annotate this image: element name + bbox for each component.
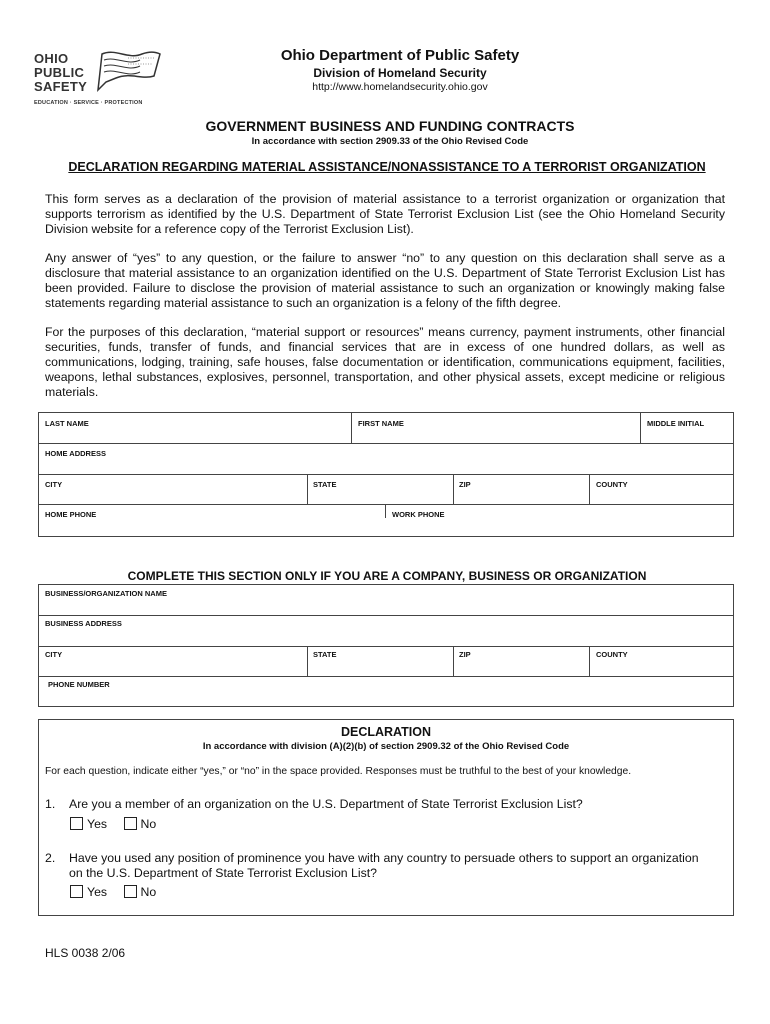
- question-1-yes-label: Yes: [87, 816, 108, 831]
- form-subtitle: In accordance with section 2909.33 of the Ohio Revised Code: [251, 136, 529, 147]
- disclosure-paragraph: Any answer of “yes” to any question, or the failure to answer “no” to any question on this declaration shall serve as a disclosure that material assistance to an organization identified on the U.S. Department of State Terrorist Exclusion List has been provided. Failure to disclose the provision of material assistance to such an organization or knowingly making false statements regarding material assistance to such an organization is a felony of the fifth degree.: [45, 251, 725, 310]
- business-zip-field[interactable]: ZIP: [459, 650, 471, 659]
- question-2-text-line-2: on the U.S. Department of State Terrorist Exclusion List?: [69, 866, 378, 880]
- declaration-instructions: For each question, indicate either “yes,” or “no” in the space provided. Responses must be truthful to the best of your knowledge.: [45, 766, 632, 777]
- definition-paragraph: For the purposes of this declaration, “material support or resources” means currency, payment instruments, other financial securities, funds, transfer of funds, and financial services that are in excess of one hundred dollars, as well as communications, lodging, training, safe houses, false documentation or identification, communications equipment, facilities, weapons, lethal substances, explosives, personnel, transportation, and other physical assets, except medicine or religious materials.: [45, 325, 725, 399]
- home-phone-field[interactable]: HOME PHONE: [45, 510, 97, 519]
- intro-paragraph: This form serves as a declaration of the provision of material assistance to a terrorist organization or organization that supports terrorism as identified by the U.S. Department of State Terrorist Exclusion List (see the Ohio Homeland Security Division website for a reference copy of the Terrorist Exclusion List).: [45, 192, 725, 236]
- agency-url[interactable]: http://www.homelandsecurity.ohio.gov: [312, 81, 488, 93]
- logo-text-ohio: OHIO: [34, 51, 69, 66]
- personal-info-form: [38, 412, 734, 537]
- flag-icon: [94, 46, 164, 96]
- question-1-no-checkbox[interactable]: [124, 817, 137, 830]
- declaration-box: [38, 719, 734, 916]
- declaration-box-title: DECLARATION: [340, 725, 432, 739]
- business-info-form: [38, 584, 734, 707]
- county-field[interactable]: COUNTY: [596, 480, 628, 489]
- form-number: HLS 0038 2/06: [45, 946, 126, 960]
- division-name: Division of Homeland Security: [313, 66, 487, 80]
- question-1-answers: [70, 815, 168, 833]
- business-section-heading: COMPLETE THIS SECTION ONLY IF YOU ARE A COMPANY, BUSINESS OR ORGANIZATION: [127, 569, 647, 583]
- last-name-field[interactable]: LAST NAME: [45, 419, 89, 428]
- state-field[interactable]: STATE: [313, 480, 337, 489]
- zip-field[interactable]: ZIP: [459, 480, 471, 489]
- logo-text-public: PUBLIC: [34, 65, 85, 80]
- business-phone-field[interactable]: PHONE NUMBER: [48, 680, 110, 689]
- declaration-heading: DECLARATION REGARDING MATERIAL ASSISTANCE/NONASSISTANCE TO A TERRORIST ORGANIZATION: [68, 160, 706, 174]
- question-2-no-checkbox[interactable]: [124, 885, 137, 898]
- question-1-no-label: No: [140, 816, 157, 831]
- city-field[interactable]: CITY: [45, 480, 63, 489]
- logo-text-safety: SAFETY: [34, 79, 88, 94]
- logo-tagline: EDUCATION · SERVICE · PROTECTION: [34, 100, 143, 106]
- agency-name: Ohio Department of Public Safety: [280, 47, 520, 64]
- question-2-number: 2.: [45, 851, 56, 865]
- question-2-text-line-1: Have you used any position of prominence you have with any country to persuade others to support an organization: [69, 851, 699, 865]
- business-county-field[interactable]: COUNTY: [596, 650, 628, 659]
- middle-initial-field[interactable]: MIDDLE INITIAL: [647, 419, 705, 428]
- question-2-yes-checkbox[interactable]: [70, 885, 83, 898]
- question-2-yes-label: Yes: [87, 884, 108, 899]
- first-name-field[interactable]: FIRST NAME: [358, 419, 404, 428]
- question-2-no-label: No: [140, 884, 157, 899]
- business-city-field[interactable]: CITY: [45, 650, 63, 659]
- form-title: GOVERNMENT BUSINESS AND FUNDING CONTRACTS: [205, 118, 575, 134]
- business-address-field[interactable]: BUSINESS ADDRESS: [45, 619, 122, 628]
- question-2-answers: [70, 883, 168, 901]
- home-address-field[interactable]: HOME ADDRESS: [45, 449, 106, 458]
- question-1-text: Are you a member of an organization on the U.S. Department of State Terrorist Exclusion List?: [69, 797, 583, 811]
- business-name-field[interactable]: BUSINESS/ORGANIZATION NAME: [45, 589, 167, 598]
- question-1-yes-checkbox[interactable]: [70, 817, 83, 830]
- ohio-public-safety-logo: [34, 44, 164, 110]
- question-1-number: 1.: [45, 797, 56, 811]
- work-phone-field[interactable]: WORK PHONE: [392, 510, 445, 519]
- declaration-box-subtitle: In accordance with division (A)(2)(b) of section 2909.32 of the Ohio Revised Code: [202, 741, 570, 752]
- business-state-field[interactable]: STATE: [313, 650, 337, 659]
